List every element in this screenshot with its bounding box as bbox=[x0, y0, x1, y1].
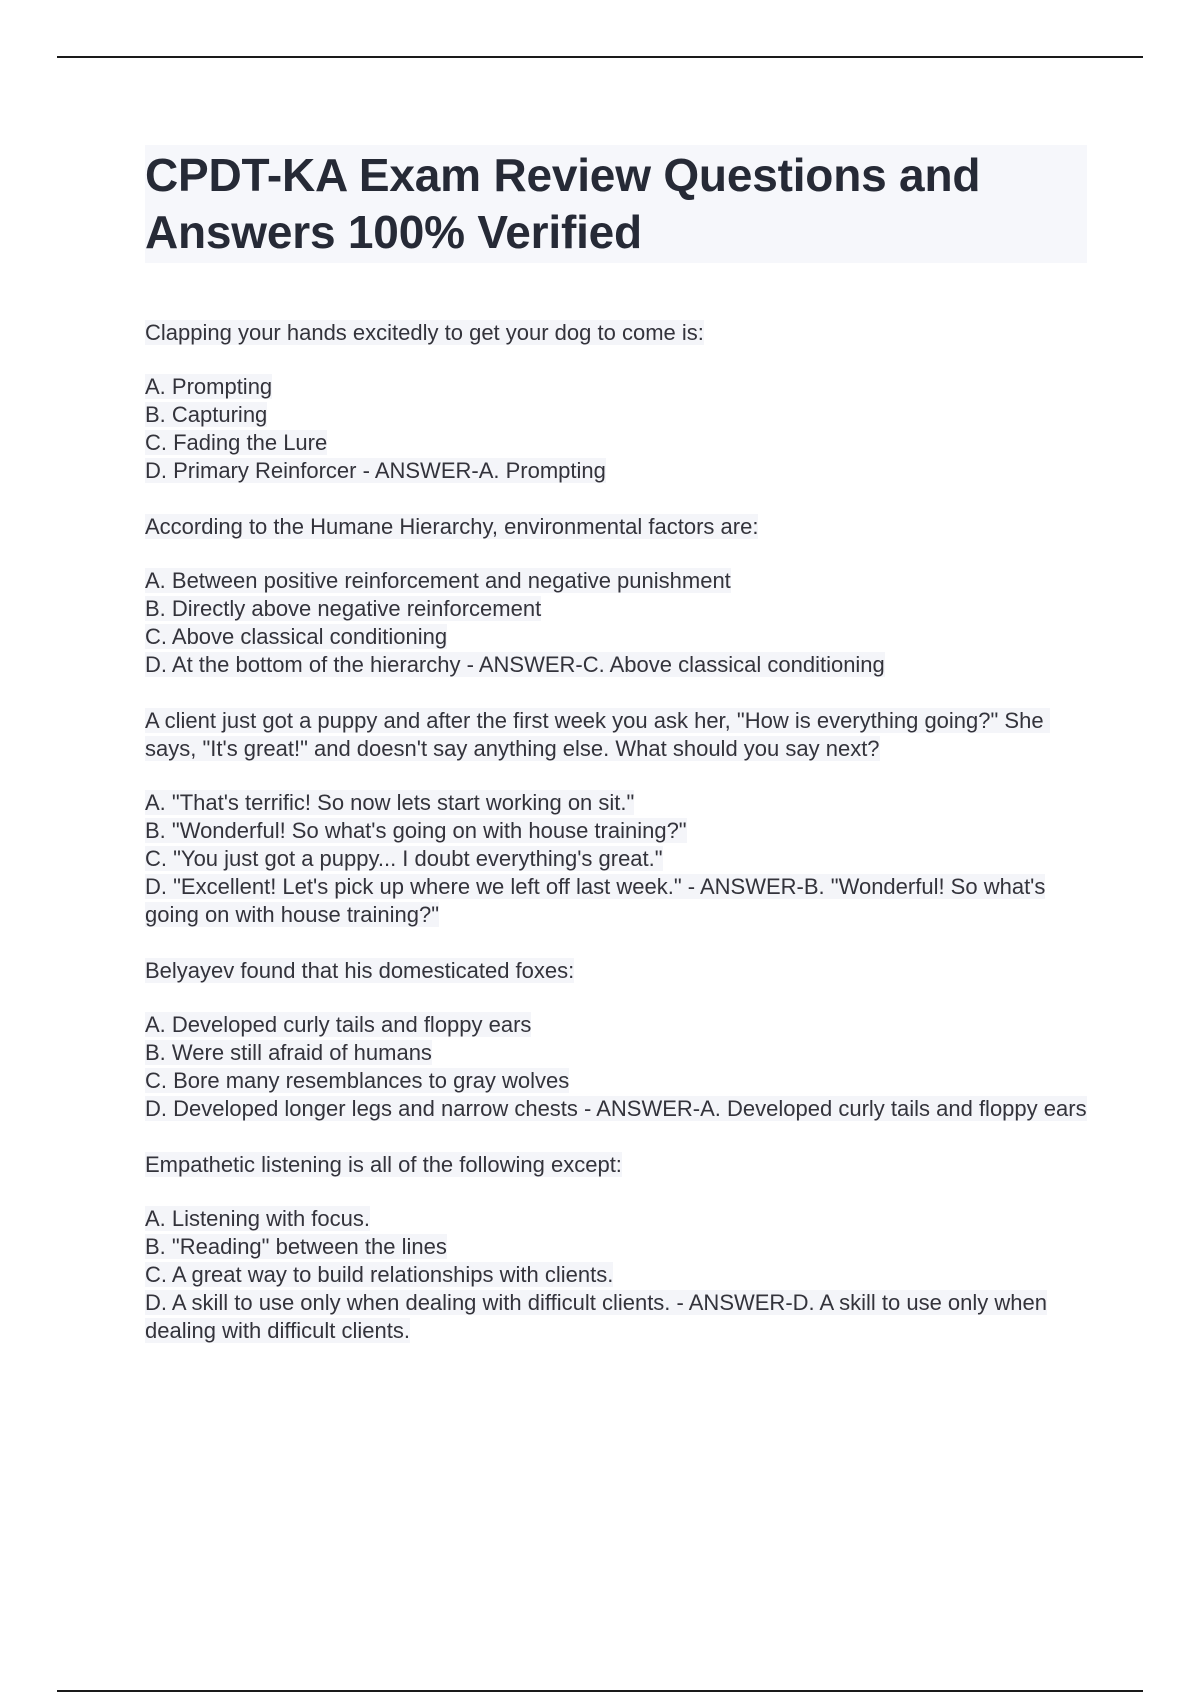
option-c: C. Bore many resemblances to gray wolves bbox=[145, 1068, 570, 1093]
option-b: B. Capturing bbox=[145, 402, 268, 427]
question-item bbox=[145, 1151, 1087, 1345]
option-a: A. "That's terrific! So now lets start working on sit." bbox=[145, 790, 635, 815]
option-d-with-answer: D. Developed longer legs and narrow chests - ANSWER-A. Developed curly tails and floppy ears bbox=[145, 1096, 1087, 1121]
option-c: C. "You just got a puppy... I doubt everything's great." bbox=[145, 846, 663, 871]
question-text: A client just got a puppy and after the first week you ask her, "How is everything going?" She says, "It's great!" and doesn't say anything else. What should you say next? bbox=[145, 708, 1050, 761]
question-item bbox=[145, 513, 1087, 679]
top-divider bbox=[57, 56, 1143, 58]
page-title: CPDT-KA Exam Review Questions and Answers 100% Verified bbox=[145, 149, 981, 258]
option-b: B. "Reading" between the lines bbox=[145, 1234, 447, 1259]
question-text: Belyayev found that his domesticated foxes: bbox=[145, 958, 575, 983]
option-a: A. Listening with focus. bbox=[145, 1206, 371, 1231]
question-item bbox=[145, 319, 1087, 485]
question-text: Empathetic listening is all of the following except: bbox=[145, 1152, 622, 1177]
option-b: B. Directly above negative reinforcement bbox=[145, 596, 542, 621]
question-text: According to the Humane Hierarchy, environmental factors are: bbox=[145, 514, 759, 539]
question-item bbox=[145, 707, 1087, 929]
question-list bbox=[145, 319, 1087, 1345]
option-b: B. Were still afraid of humans bbox=[145, 1040, 432, 1065]
option-c: C. Fading the Lure bbox=[145, 430, 328, 455]
option-d-with-answer: D. At the bottom of the hierarchy - ANSWER-C. Above classical conditioning bbox=[145, 652, 885, 677]
option-c: C. Above classical conditioning bbox=[145, 624, 448, 649]
option-d-with-answer: D. Primary Reinforcer - ANSWER-A. Prompting bbox=[145, 458, 606, 483]
option-d-with-answer: D. "Excellent! Let's pick up where we left off last week." - ANSWER-B. "Wonderful! So what's going on with house training?" bbox=[145, 874, 1046, 927]
option-d-with-answer: D. A skill to use only when dealing with difficult clients. - ANSWER-D. A skill to use only when dealing with difficult clients. bbox=[145, 1290, 1047, 1343]
bottom-divider bbox=[57, 1690, 1143, 1692]
option-a: A. Prompting bbox=[145, 374, 273, 399]
page-content bbox=[145, 145, 1087, 1373]
option-b: B. "Wonderful! So what's going on with house training?" bbox=[145, 818, 687, 843]
title-block bbox=[145, 145, 1087, 263]
option-a: A. Between positive reinforcement and negative punishment bbox=[145, 568, 731, 593]
option-c: C. A great way to build relationships with clients. bbox=[145, 1262, 614, 1287]
question-text: Clapping your hands excitedly to get your dog to come is: bbox=[145, 320, 704, 345]
option-a: A. Developed curly tails and floppy ears bbox=[145, 1012, 532, 1037]
question-item bbox=[145, 957, 1087, 1123]
